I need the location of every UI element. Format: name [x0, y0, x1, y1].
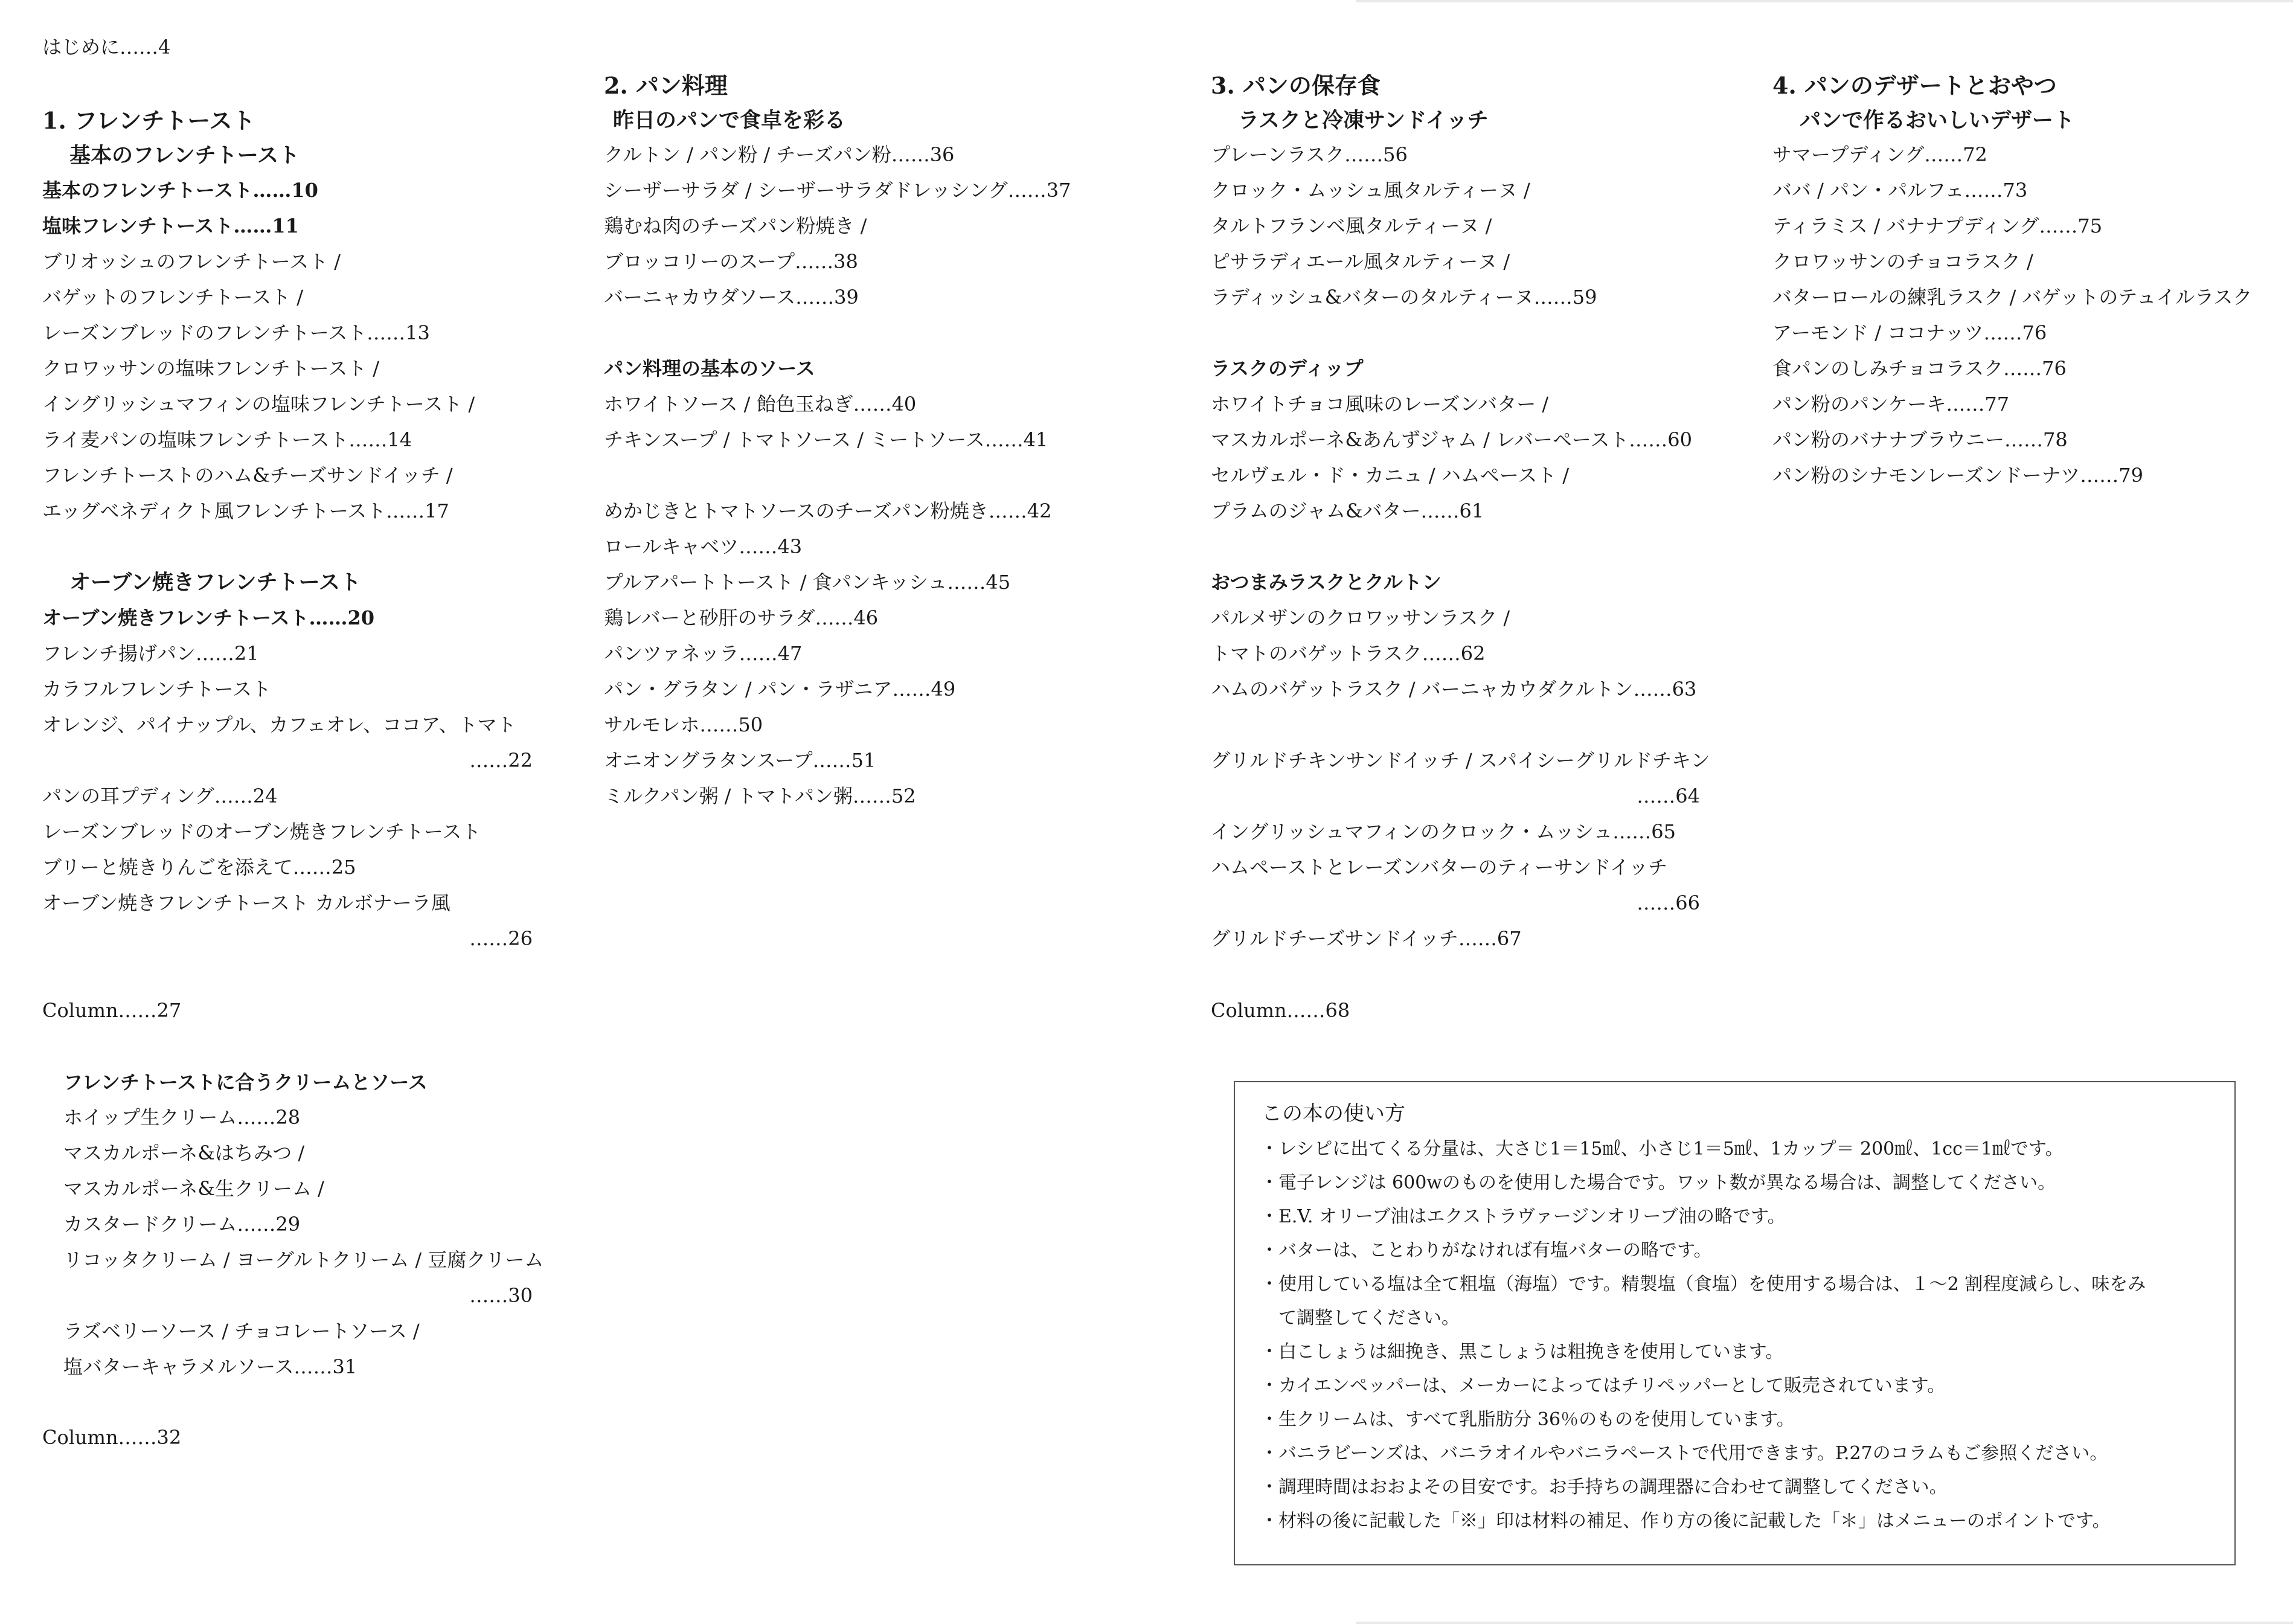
intro-entry[interactable]: はじめに……4 — [42, 36, 171, 59]
toc-entry[interactable]: ラスクのディップ — [1211, 357, 1364, 380]
toc-entry[interactable]: 塩味フレンチトースト……11 — [42, 214, 299, 237]
toc-entry[interactable]: マスカルポーネ&あんずジャム / レバーペースト……60 — [1211, 428, 1692, 451]
toc-entry[interactable]: ティラミス / バナナプディング……75 — [1772, 214, 2103, 237]
section-heading: 2. パン料理 — [604, 72, 728, 99]
toc-entry[interactable]: ミルクパン粥 / トマトパン粥……52 — [604, 785, 916, 807]
toc-page-number[interactable]: ……22 — [469, 749, 533, 772]
toc-entry[interactable]: おつまみラスクとクルトン — [1211, 571, 1442, 594]
note-item: ・生クリームは、すべて乳脂肪分 36％のものを使用しています。 — [1260, 1409, 1795, 1430]
toc-entry[interactable]: 鶏むね肉のチーズパン粉焼き / — [604, 214, 867, 237]
toc-entry[interactable]: ホワイトソース / 飴色玉ねぎ……40 — [604, 393, 917, 416]
note-item: ・使用している塩は全て粗塩（海塩）です。精製塩（食塩）を使用する場合は、１～2 割程度減らし、味をみ — [1260, 1274, 2146, 1295]
toc-entry[interactable]: フレンチトーストのハム&チーズサンドイッチ / — [42, 464, 453, 487]
toc-entry[interactable]: カラフルフレンチトースト — [42, 678, 272, 701]
toc-entry[interactable]: オーブン焼きフレンチトースト……20 — [42, 606, 374, 629]
toc-entry[interactable]: クロワッサンのチョコラスク / — [1772, 250, 2033, 273]
note-item: ・白こしょうは細挽き、黒こしょうは粗挽きを使用しています。 — [1260, 1341, 1784, 1362]
subsection-heading: 昨日のパンで食卓を彩る — [613, 108, 846, 133]
toc-entry[interactable]: グリルドチーズサンドイッチ……67 — [1211, 927, 1522, 950]
section-heading: 4. パンのデザートとおやつ — [1772, 72, 2057, 99]
toc-page-number[interactable]: ……26 — [469, 927, 533, 950]
toc-entry[interactable]: ブロッコリーのスープ……38 — [604, 250, 858, 273]
toc-page-number[interactable]: ……66 — [1637, 891, 1700, 914]
toc-entry[interactable]: めかじきとトマトソースのチーズパン粉焼き……42 — [604, 499, 1052, 522]
toc-entry[interactable]: オーブン焼きフレンチトースト カルボナーラ風 — [42, 891, 451, 914]
sauce-item[interactable]: ラズベリーソース / チョコレートソース / — [63, 1320, 420, 1343]
sauce-item[interactable]: マスカルポーネ&はちみつ / — [63, 1141, 305, 1164]
toc-entry[interactable]: ババ / パン・パルフェ……73 — [1772, 179, 2028, 202]
toc-entry[interactable]: クロック・ムッシュ風タルティーヌ / — [1211, 179, 1530, 202]
toc-entry[interactable]: チキンスープ / トマトソース / ミートソース……41 — [604, 428, 1048, 451]
column-link-32[interactable]: Column……32 — [42, 1426, 182, 1449]
toc-entry[interactable]: パン・グラタン / パン・ラザニア……49 — [604, 678, 956, 701]
bottom-edge-shade — [1356, 1622, 2293, 1624]
section-heading: 3. パンの保存食 — [1211, 72, 1381, 99]
toc-entry[interactable]: パン粉のバナナブラウニー……78 — [1772, 428, 2068, 451]
toc-entry[interactable]: ハムのバゲットラスク / バーニャカウダクルトン……63 — [1211, 678, 1697, 701]
toc-entry[interactable]: レーズンブレッドのオーブン焼きフレンチトースト — [42, 820, 481, 843]
toc-entry[interactable]: プルアパートトースト / 食パンキッシュ……45 — [604, 571, 1011, 594]
sauce-item[interactable]: カスタードクリーム……29 — [63, 1213, 301, 1236]
toc-entry[interactable]: 基本のフレンチトースト……10 — [42, 179, 318, 202]
note-item: ・バニラビーンズは、バニラオイルやバニラペーストで代用できます。P.27のコラムもご参照ください。 — [1260, 1443, 2108, 1464]
toc-entry[interactable]: パン粉のパンケーキ……77 — [1772, 393, 2010, 416]
column-link-68[interactable]: Column……68 — [1211, 999, 1350, 1022]
toc-entry[interactable]: エッグベネディクト風フレンチトースト……17 — [42, 499, 449, 522]
toc-entry[interactable]: パンツァネッラ……47 — [604, 642, 803, 665]
toc-entry[interactable]: プラムのジャム&バター……61 — [1211, 499, 1484, 522]
toc-entry[interactable]: クルトン / パン粉 / チーズパン粉……36 — [604, 143, 955, 166]
toc-entry[interactable]: ピサラディエール風タルティーヌ / — [1211, 250, 1510, 273]
toc-entry[interactable]: ラディッシュ&バターのタルティーヌ……59 — [1211, 286, 1597, 309]
section-heading: 1. フレンチトースト — [42, 107, 255, 134]
top-edge-shade — [1356, 0, 2293, 2]
toc-entry[interactable]: トマトのバゲットラスク……62 — [1211, 642, 1486, 665]
how-to-use-box — [1234, 1081, 2236, 1565]
toc-entry[interactable]: オニオングラタンスープ……51 — [604, 749, 876, 772]
toc-entry[interactable]: イングリッシュマフィンの塩味フレンチトースト / — [42, 393, 475, 416]
toc-entry[interactable]: パルメザンのクロワッサンラスク / — [1211, 606, 1510, 629]
toc-page-number[interactable]: ……64 — [1637, 785, 1700, 807]
toc-entry[interactable]: パン粉のシナモンレーズンドーナツ……79 — [1772, 464, 2143, 487]
sauces-title: フレンチトーストに合うクリームとソース — [63, 1071, 428, 1094]
note-item: ・E.V. オリーブ油はエクストラヴァージンオリーブ油の略です。 — [1260, 1206, 1786, 1227]
sauce-item[interactable]: ホイップ生クリーム……28 — [63, 1106, 301, 1129]
how-to-use-title: この本の使い方 — [1262, 1102, 1405, 1126]
toc-entry[interactable]: ハムペーストとレーズンバターのティーサンドイッチ — [1211, 856, 1668, 879]
toc-entry[interactable]: プレーンラスク……56 — [1211, 143, 1408, 166]
sauce-item-page[interactable]: ……30 — [469, 1284, 533, 1307]
toc-entry[interactable]: バターロールの練乳ラスク / バゲットのテュイルラスク — [1772, 286, 2253, 309]
toc-entry[interactable]: ブリーと焼きりんごを添えて……25 — [42, 856, 356, 879]
toc-entry[interactable]: アーモンド / ココナッツ……76 — [1772, 321, 2047, 344]
toc-entry[interactable]: バゲットのフレンチトースト / — [42, 286, 303, 309]
toc-entry[interactable]: クロワッサンの塩味フレンチトースト / — [42, 357, 380, 380]
toc-entry[interactable]: オレンジ、パイナップル、カフェオレ、ココア、トマト — [42, 713, 516, 736]
note-item: ・材料の後に記載した「※」印は材料の補足、作り方の後に記載した「＊」はメニューのポイントです。 — [1260, 1510, 2111, 1532]
sauce-item[interactable]: リコッタクリーム / ヨーグルトクリーム / 豆腐クリーム — [63, 1248, 544, 1271]
toc-entry[interactable]: ブリオッシュのフレンチトースト / — [42, 250, 341, 273]
toc-entry[interactable]: パンの耳プディング……24 — [42, 785, 278, 807]
toc-entry[interactable]: バーニャカウダソース……39 — [604, 286, 859, 309]
toc-entry[interactable]: 鶏レバーと砂肝のサラダ……46 — [604, 606, 879, 629]
toc-entry[interactable]: 食パンのしみチョコラスク……76 — [1772, 357, 2067, 380]
note-item: ・電子レンジは 600wのものを使用した場合です。ワット数が異なる場合は、調整してください。 — [1260, 1172, 2056, 1193]
column-link-27[interactable]: Column……27 — [42, 999, 182, 1022]
subsection-heading: 基本のフレンチトースト — [69, 143, 300, 168]
toc-entry[interactable]: イングリッシュマフィンのクロック・ムッシュ……65 — [1211, 820, 1676, 843]
toc-entry[interactable]: グリルドチキンサンドイッチ / スパイシーグリルドチキン — [1211, 749, 1710, 772]
note-item: ・調理時間はおおよその目安です。お手持ちの調理器に合わせて調整してください。 — [1260, 1477, 1948, 1498]
toc-entry[interactable]: レーズンブレッドのフレンチトースト……13 — [42, 321, 430, 344]
toc-entry[interactable]: ライ麦パンの塩味フレンチトースト……14 — [42, 428, 412, 451]
subsection-heading: オーブン焼きフレンチトースト — [69, 570, 361, 595]
sauce-item[interactable]: 塩バターキャラメルソース……31 — [63, 1355, 358, 1378]
note-item: ・カイエンペッパーは、メーカーによってはチリペッパーとして販売されています。 — [1260, 1375, 1946, 1396]
sauce-item[interactable]: マスカルポーネ&生クリーム / — [63, 1177, 324, 1200]
note-item: ・バターは、ことわりがなければ有塩バターの略です。 — [1260, 1240, 1712, 1261]
note-item: て調整してください。 — [1260, 1308, 1460, 1329]
toc-entry[interactable]: フレンチ揚げパン……21 — [42, 642, 259, 665]
toc-entry[interactable]: サマープディング……72 — [1772, 143, 1987, 166]
toc-entry[interactable]: ホワイトチョコ風味のレーズンバター / — [1211, 393, 1549, 416]
toc-entry[interactable]: シーザーサラダ / シーザーサラダドレッシング……37 — [604, 179, 1071, 202]
toc-entry[interactable]: サルモレホ……50 — [604, 713, 763, 736]
subsection-heading: パンで作るおいしいデザート — [1800, 108, 2075, 133]
note-item: ・レシピに出てくる分量は、大さじ1＝15㎖、小さじ1＝5㎖、1カップ＝ 200㎖、1cc＝1㎖です。 — [1260, 1138, 2064, 1160]
subsection-heading: ラスクと冷凍サンドイッチ — [1238, 108, 1489, 133]
toc-entry[interactable]: セルヴェル・ド・カニュ / ハムペースト / — [1211, 464, 1570, 487]
toc-entry[interactable]: パン料理の基本のソース — [604, 357, 815, 380]
toc-entry[interactable]: タルトフランベ風タルティーヌ / — [1211, 214, 1492, 237]
toc-entry[interactable]: ロールキャベツ……43 — [604, 535, 803, 558]
